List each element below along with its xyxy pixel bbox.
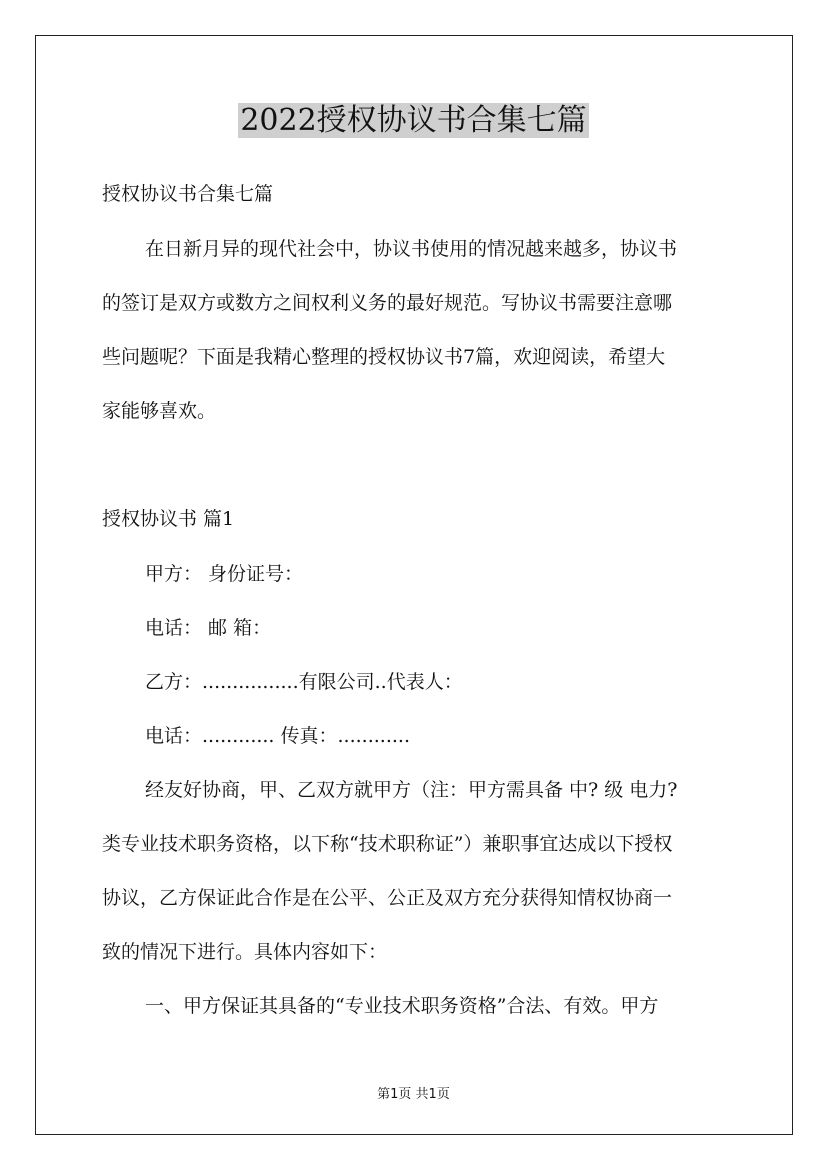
section-heading: 授权协议书 篇1 [102, 508, 235, 530]
document-subtitle: 授权协议书合集七篇 [102, 183, 274, 205]
intro-line-3: 些问题呢？下面是我精心整理的授权协议书7篇，欢迎阅读，希望大 [102, 346, 666, 368]
body-line-1: 经友好协商，甲、乙双方就甲方（注：甲方需具备 中? 级 电力? [145, 779, 678, 801]
party-b-contact-line: 电话：............ 传真：............ [145, 725, 410, 747]
page-number: 第1页 共1页 [377, 1087, 450, 1102]
party-a-line: 甲方： 身份证号： [145, 563, 304, 585]
intro-line-4: 家能够喜欢。 [102, 400, 217, 422]
party-b-line: 乙方：................有限公司..代表人： [145, 671, 463, 693]
document-title: 2022授权协议书合集七篇 [240, 103, 587, 138]
intro-line-2: 的签订是双方或数方之间权利义务的最好规范。写协议书需要注意哪 [102, 292, 673, 314]
body-line-4: 致的情况下进行。具体内容如下： [102, 941, 388, 963]
body-line-3: 协议，乙方保证此合作是在公平、公正及双方充分获得知情权协商一 [102, 887, 673, 909]
party-a-contact-line: 电话： 邮 箱： [145, 617, 272, 639]
body-line-5: 一、甲方保证其具备的“专业技术职务资格”合法、有效。甲方 [145, 995, 659, 1017]
body-line-2: 类专业技术职务资格，以下称“技术职称证”）兼职事宜达成以下授权 [102, 833, 673, 855]
intro-line-1: 在日新月异的现代社会中，协议书使用的情况越来越多，协议书 [145, 238, 678, 260]
